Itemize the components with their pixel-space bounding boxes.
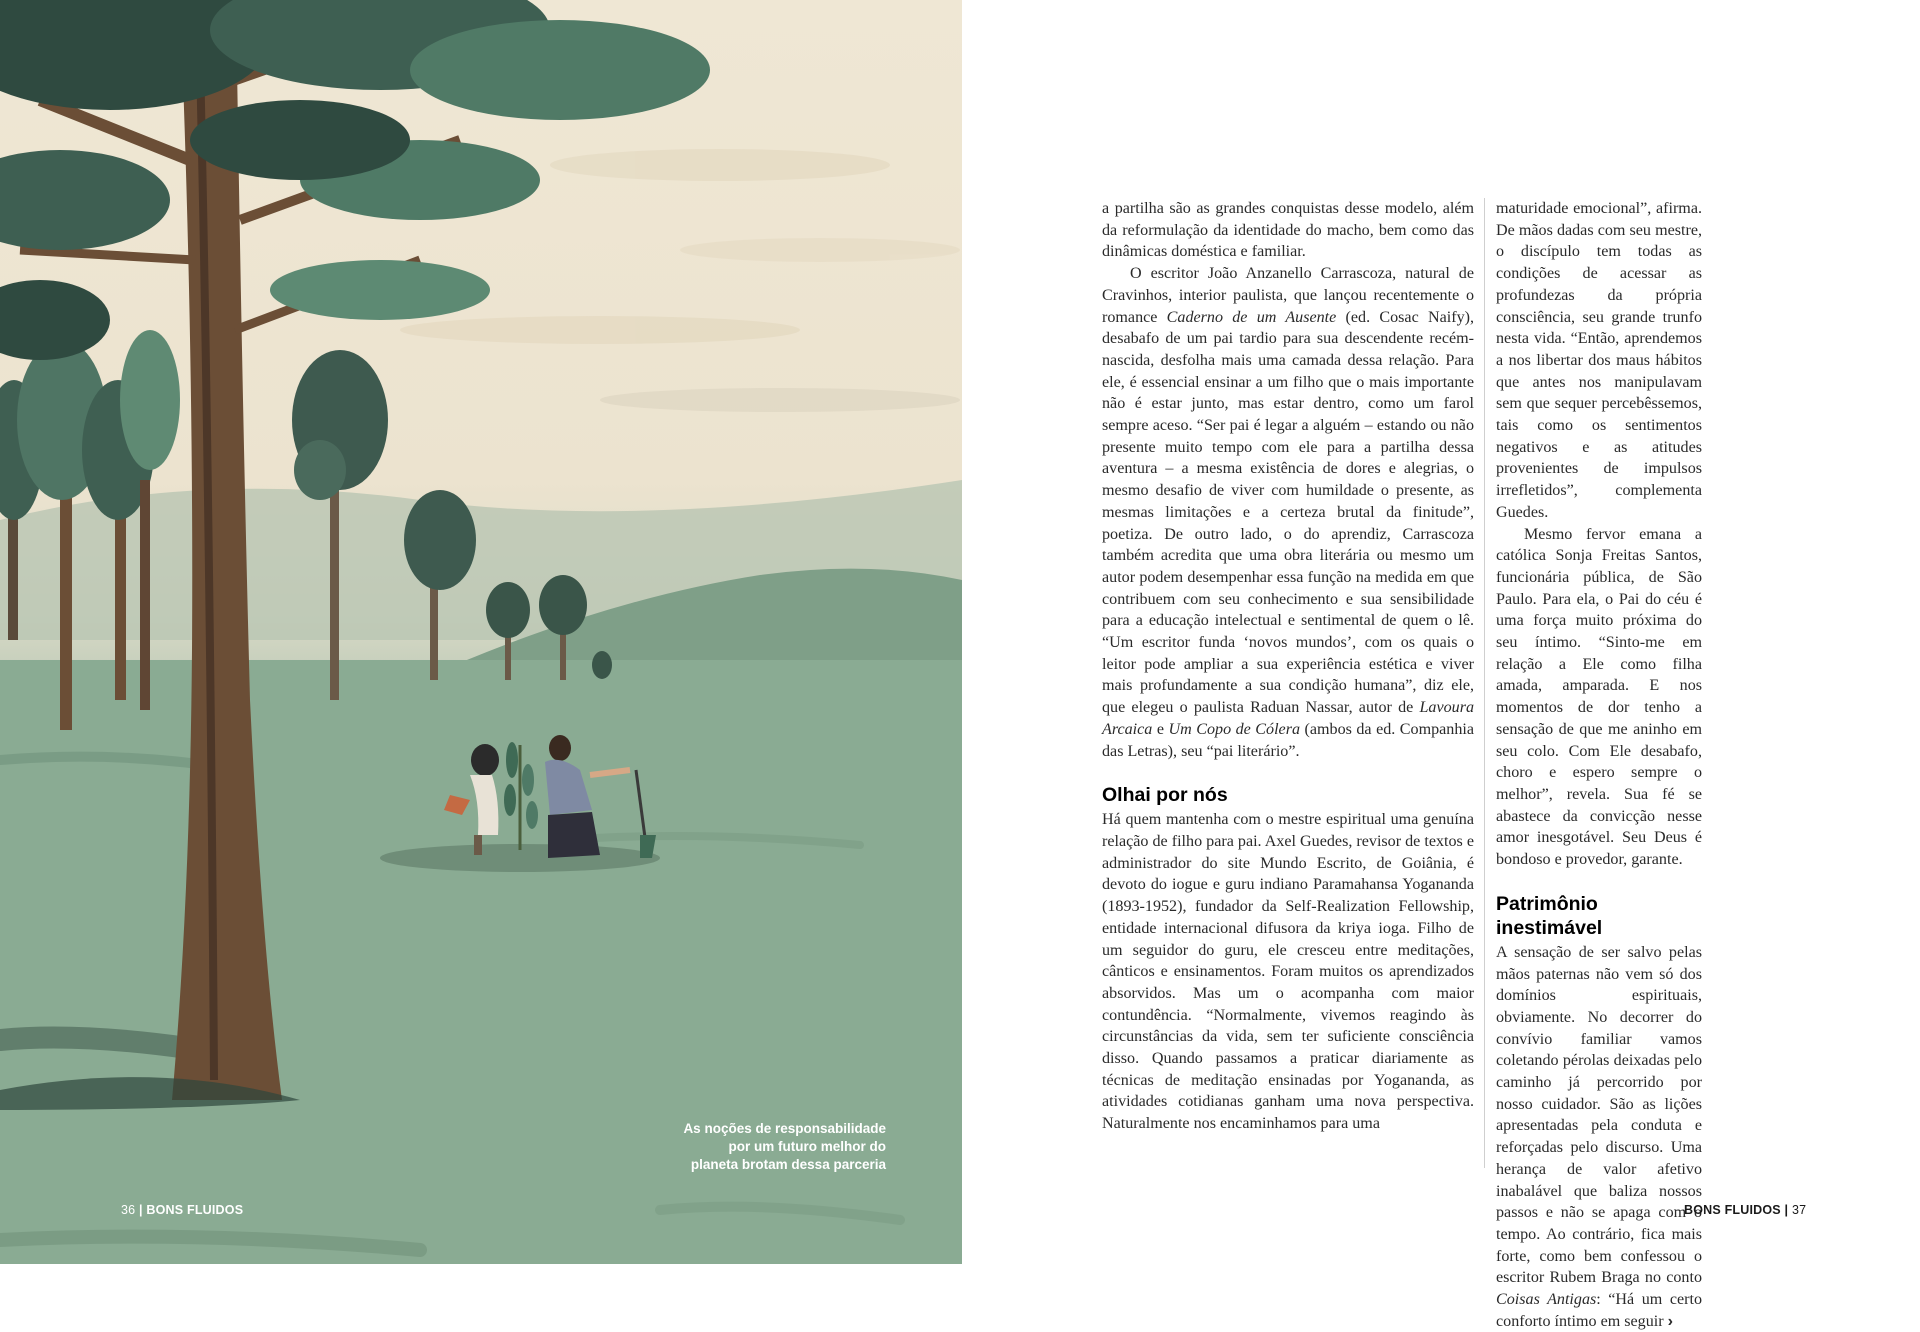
continue-arrow-icon: › bbox=[1667, 1311, 1673, 1330]
section-heading: Olhai por nós bbox=[1102, 784, 1228, 807]
magazine-name: BONS FLUIDOS bbox=[146, 1203, 244, 1217]
caption-line: As noções de responsabilidade bbox=[683, 1121, 886, 1136]
paragraph: a partilha são as grandes conquistas desse modelo, além da reformulação da identidade do macho, bem como das dinâmicas doméstica e familiar. bbox=[1102, 200, 1474, 261]
paragraph: Mesmo fervor emana a católica Sonja Freitas Santos, funcionária pública, de São Paulo. Para ela, o Pai do céu é uma força muito próxima do seu íntimo. “Sinto-me em relação a Ele como filha amada, amparada. E nos momentos de dor tenho a sensação de que me aninho em seu colo. Com Ele desabafo, choro e espero sempre o melhor”, revela. Sua fé se abastece da convicção nesse amor inesgotável. Seu Deus é bondoso e provedor, garante. bbox=[1496, 525, 1702, 869]
section-heading: Patrimônio inestimável bbox=[1496, 892, 1603, 939]
image-caption bbox=[640, 1120, 886, 1174]
page-number: 37 bbox=[1791, 1203, 1807, 1217]
magazine-name: BONS FLUIDOS bbox=[1684, 1203, 1781, 1217]
page-footer-left bbox=[121, 1203, 243, 1217]
book-title: Lavoura Arcaica bbox=[1102, 699, 1474, 738]
paragraph: Há quem mantenha com o mestre espiritual uma genuína relação de filho para pai. Axel Guedes, revisor de textos e administrador do site Mundo Escrito, de Goiânia, é devoto do iogue e guru indiano Paramahansa Yogananda (1893-1952), fundador da Self-Realization Fellowship, entidade internacional difusora da kriya ioga. Filho de um seguidor do guru, ele cresceu entre meditações, cânticos e ensinamentos. Foram muitos os aprendizados absorvidos. Mas um o acompanha com maior contundência. “Normalmente, vivemos reagindo às circunstâncias da vida, sem ter suficiente consciência disso. Quando passamos a praticar diariamente as técnicas de meditação ensinadas por Yogananda, as atividades cotidianas ganham uma nova perspectiva. Naturalmente nos encaminhamos para uma bbox=[1102, 811, 1474, 1133]
page-number: 36 bbox=[121, 1203, 136, 1217]
story-title: Coisas Antigas bbox=[1496, 1291, 1597, 1309]
book-title: Um Copo de Cólera bbox=[1168, 720, 1301, 738]
caption-line: por um futuro melhor do bbox=[728, 1139, 886, 1154]
folio-separator: | bbox=[1784, 1203, 1789, 1217]
paragraph: A sensação de ser salvo pelas mãos paternas não vem só dos domínios espirituais, obviamente. No decorrer do convívio familiar vamos coletando pérolas deixadas pelo caminho já percorrido por nosso cuidador. São as lições apresentadas pela conduta e reforçadas pelo discurso. Uma herança de valor afetivo inabalável que baliza nossos passos e não se apaga com o tempo. Ao contrário, fica mais forte, como bem confessou o escritor Rubem Braga no conto Coisas Antigas: “Há um certo conforto íntimo em seguir › bbox=[1496, 943, 1702, 1330]
paragraph: O escritor João Anzanello Carrascoza, natural de Cravinhos, interior paulista, que lançou recentemente o romance Caderno de um Ausente (ed. Cosac Naify), desabafo de um pai tardio para sua descendente recém-nascida, desfolha mais uma camada dessa relação. Para ele, é essencial ensinar a um filho que o mais importante não é estar junto, mas estar dentro, como um farol sempre aceso. “Ser pai é legar a alguém – estando ou não presente muito tempo com ele para a partilha dessa aventura – a mesma existência de dores e alegrias, o mesmo desafio de viver com humildade o presente, as mesmas limitações e a certeza brutal da finitude”, poetiza. De outro lado, o do aprendiz, Carrascoza também acredita que uma obra literária ou mesmo um autor podem desempenhar essa função na medida em que contribuem com seu conhecimento e sua sensibilidade para a educação intelectual e sentimental de quem o lê. “Um escritor funda ‘novos mundos’, com os quais o leitor pode ampliar a sua experiência estética e viver mais profundamente a sua condição humana”, diz ele, que elegeu o paulista Raduan Nassar, autor de Lavoura Arcaica e Um Copo de Cólera (ambos da ed. Companhia das Letras), seu “pai literário”. bbox=[1102, 265, 1474, 760]
book-title: Caderno de um Ausente bbox=[1166, 308, 1337, 326]
folio-separator: | bbox=[139, 1203, 143, 1217]
paragraph: maturidade emocional”, afirma. De mãos dadas com seu mestre, o discípulo tem todas as condições de acessar as profundezas da própria consciência, seu grande trunfo nesta vida. “Então, aprendemos a nos libertar dos maus hábitos que antes nos manipulavam sem que sequer percebêssemos, tais como os sentimentos negativos e as atitudes provenientes de impulsos irrefletidos”, complementa Guedes. bbox=[1496, 200, 1702, 521]
text-column-right bbox=[1496, 198, 1702, 1332]
caption-line: planeta brotam dessa parceria bbox=[690, 1157, 886, 1172]
column-divider bbox=[1484, 198, 1485, 1168]
page-footer-right bbox=[1684, 1203, 1806, 1217]
left-page-illustration bbox=[0, 0, 962, 1264]
text-column-left bbox=[1102, 198, 1474, 1135]
right-page-article bbox=[962, 0, 1920, 1330]
forest-illustration bbox=[0, 0, 962, 1264]
